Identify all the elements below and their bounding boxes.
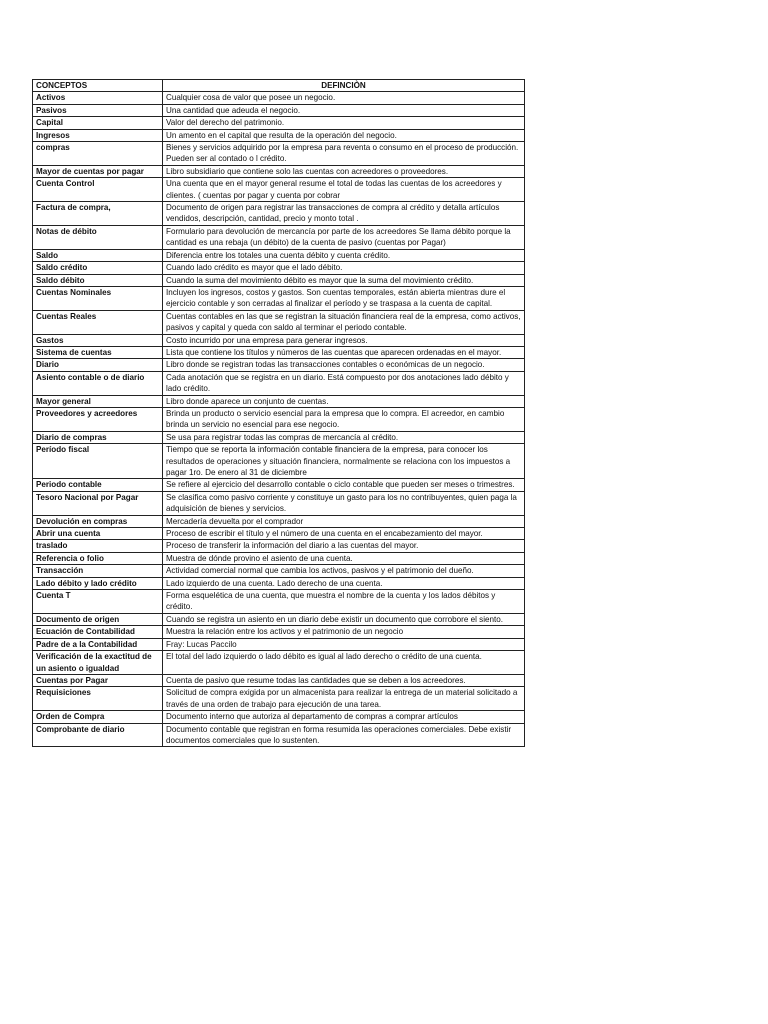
- table-row: [33, 117, 525, 129]
- table-row: [33, 444, 525, 479]
- table-row: [33, 626, 525, 638]
- table-row: [33, 92, 525, 104]
- definition-cell: Solicitud de compra exigida por un almacenista para realizar la entrega de un material solicitado a través de una orden de trabajo para ejecución de una tarea.: [163, 687, 525, 711]
- definition-cell: Libro subsidiario que contiene solo las cuentas con acreedores o proveedores.: [163, 165, 525, 177]
- concept-cell: Comprobante de diario: [33, 723, 163, 747]
- definition-cell: Libro donde aparece un conjunto de cuentas.: [163, 395, 525, 407]
- concept-cell: Diario: [33, 359, 163, 371]
- concept-cell: Devolución en compras: [33, 515, 163, 527]
- definition-cell: Brinda un producto o servicio esencial para la empresa que lo compra. El acreedor, en cambio brinda un servicio no esencial para ese negocio.: [163, 407, 525, 431]
- concept-cell: Cuenta T: [33, 590, 163, 614]
- definition-cell: Proceso de escribir el título y el número de una cuenta en el encabezamiento del mayor.: [163, 528, 525, 540]
- concept-cell: Cuentas Reales: [33, 310, 163, 334]
- table-row: [33, 491, 525, 515]
- definition-cell: Tiempo que se reporta la información contable financiera de la empresa, para conocer los resultados de operaciones y situación financiera, normalmente se relaciona con los impuestos a pagar 1ro. De enero al 31 de diciembre: [163, 444, 525, 479]
- concept-cell: traslado: [33, 540, 163, 552]
- concept-cell: Orden de Compra: [33, 711, 163, 723]
- concept-cell: Lado débito y lado crédito: [33, 577, 163, 589]
- definition-cell: Cuando lado crédito es mayor que el lado débito.: [163, 262, 525, 274]
- definition-cell: Muestra la relación entre los activos y el patrimonio de un negocio: [163, 626, 525, 638]
- definition-cell: Cualquier cosa de valor que posee un negocio.: [163, 92, 525, 104]
- concept-cell: Cuentas por Pagar: [33, 674, 163, 686]
- table-row: [33, 346, 525, 358]
- table-row: [33, 334, 525, 346]
- definition-cell: Cuando la suma del movimiento débito es mayor que la suma del movimiento crédito.: [163, 274, 525, 286]
- table-row: [33, 142, 525, 166]
- definition-cell: Cada anotación que se registra en un diario. Está compuesto por dos anotaciones lado débito y lado crédito.: [163, 371, 525, 395]
- concept-cell: Saldo débito: [33, 274, 163, 286]
- table-row: [33, 129, 525, 141]
- definition-cell: Una cuenta que en el mayor general resume el total de todas las cuentas de los acreedores y clientes. ( cuentas por pagar y cuenta por cobrar: [163, 178, 525, 202]
- header-definition: DEFINCIÒN: [163, 80, 525, 92]
- table-row: [33, 711, 525, 723]
- table-row: [33, 371, 525, 395]
- table-row: [33, 274, 525, 286]
- definition-cell: Cuentas contables en las que se registran la situación financiera real de la empresa, como activos, pasivos y capital y queda con saldo al terminar el periodo contable.: [163, 310, 525, 334]
- definition-cell: Documento contable que registran en forma resumida las operaciones comerciales. Debe existir documentos comerciales que lo sustenten.: [163, 723, 525, 747]
- definition-cell: Cuenta de pasivo que resume todas las cantidades que se deben a los acreedores.: [163, 674, 525, 686]
- table-row: [33, 431, 525, 443]
- concept-cell: compras: [33, 142, 163, 166]
- table-row: [33, 310, 525, 334]
- definition-cell: Un amento en el capital que resulta de la operación del negocio.: [163, 129, 525, 141]
- definition-cell: Se refiere al ejercicio del desarrollo contable o ciclo contable que pueden ser meses o trimestres.: [163, 479, 525, 491]
- table-row: [33, 528, 525, 540]
- definition-cell: Formulario para devolución de mercancía por parte de los acreedores Se llama débito porque la cantidad es una rebaja (un débito) de la cuenta de pasivo (cuentas por Pagar): [163, 225, 525, 249]
- concept-cell: Ecuación de Contabilidad: [33, 626, 163, 638]
- concept-cell: Notas de débito: [33, 225, 163, 249]
- table-row: [33, 577, 525, 589]
- table-row: [33, 723, 525, 747]
- concept-cell: Gastos: [33, 334, 163, 346]
- table-row: [33, 104, 525, 116]
- table-row: [33, 202, 525, 226]
- table-row: [33, 359, 525, 371]
- table-row: [33, 687, 525, 711]
- table-row: [33, 249, 525, 261]
- header-row: [33, 80, 525, 92]
- concept-cell: Diario de compras: [33, 431, 163, 443]
- definition-cell: Documento interno que autoriza al departamento de compras a comprar artículos: [163, 711, 525, 723]
- concept-cell: Cuentas Nominales: [33, 286, 163, 310]
- definition-cell: Lista que contiene los títulos y números de las cuentas que aparecen ordenadas en el mayor.: [163, 346, 525, 358]
- table-row: [33, 613, 525, 625]
- table-row: [33, 590, 525, 614]
- definition-cell: Documento de origen para registrar las transacciones de compra al crédito y detalla artículos vendidos, descripción, cantidad, precio y monto total .: [163, 202, 525, 226]
- table-row: [33, 407, 525, 431]
- definition-cell: Muestra de dónde provino el asiento de una cuenta.: [163, 552, 525, 564]
- table-row: [33, 479, 525, 491]
- concept-cell: Proveedores y acreedores: [33, 407, 163, 431]
- definition-cell: Fray: Lucas Paccilo: [163, 638, 525, 650]
- table-row: [33, 262, 525, 274]
- concept-cell: Pasivos: [33, 104, 163, 116]
- header-concepts: CONCEPTOS: [33, 80, 163, 92]
- concept-cell: Tesoro Nacional por Pagar: [33, 491, 163, 515]
- concept-cell: Requisiciones: [33, 687, 163, 711]
- definition-cell: Incluyen los ingresos, costos y gastos. Son cuentas temporales, están abierta mientras dure el ejercicio contable y son cerradas al finalizar el período y se traspasa a la cuenta de capital.: [163, 286, 525, 310]
- concept-cell: Mayor de cuentas por pagar: [33, 165, 163, 177]
- concept-cell: Ingresos: [33, 129, 163, 141]
- table-row: [33, 165, 525, 177]
- concept-cell: Abrir una cuenta: [33, 528, 163, 540]
- concept-cell: Mayor general: [33, 395, 163, 407]
- concept-cell: Asiento contable o de diario: [33, 371, 163, 395]
- definition-cell: Libro donde se registran todas las transacciones contables o económicas de un negocio.: [163, 359, 525, 371]
- concept-cell: Saldo: [33, 249, 163, 261]
- definition-cell: Forma esquelética de una cuenta, que muestra el nombre de la cuenta y los lados débitos y crédito.: [163, 590, 525, 614]
- definition-cell: Se usa para registrar todas las compras de mercancía al crédito.: [163, 431, 525, 443]
- concept-cell: Verificación de la exactitud de un asiento o igualdad: [33, 651, 163, 675]
- definition-cell: Proceso de transferir la información del diario a las cuentas del mayor.: [163, 540, 525, 552]
- concept-cell: Transacción: [33, 565, 163, 577]
- definition-cell: Cuando se registra un asiento en un diario debe existir un documento que corrobore el siento.: [163, 613, 525, 625]
- table-row: [33, 225, 525, 249]
- table-row: [33, 651, 525, 675]
- concept-cell: Activos: [33, 92, 163, 104]
- concept-cell: Referencia o folio: [33, 552, 163, 564]
- definition-cell: Bienes y servicios adquirido por la empresa para reventa o consumo en el proceso de producción. Pueden ser al contado o l crédito.: [163, 142, 525, 166]
- table-row: [33, 540, 525, 552]
- definition-cell: El total del lado izquierdo o lado débito es igual al lado derecho o crédito de una cuenta.: [163, 651, 525, 675]
- concept-cell: Sistema de cuentas: [33, 346, 163, 358]
- table-row: [33, 395, 525, 407]
- definition-cell: Lado izquierdo de una cuenta. Lado derecho de una cuenta.: [163, 577, 525, 589]
- table-row: [33, 565, 525, 577]
- definition-cell: Valor del derecho del patrimonio.: [163, 117, 525, 129]
- table-row: [33, 515, 525, 527]
- definition-cell: Se clasifica como pasivo corriente y constituye un gasto para los no contribuyentes, quien paga la adquisición de bienes y servicios.: [163, 491, 525, 515]
- concept-cell: Documento de origen: [33, 613, 163, 625]
- definition-cell: Costo incurrido por una empresa para generar ingresos.: [163, 334, 525, 346]
- table-row: [33, 674, 525, 686]
- concept-cell: Cuenta Control: [33, 178, 163, 202]
- table-row: [33, 286, 525, 310]
- glossary-table: [32, 79, 525, 747]
- concept-cell: Período fiscal: [33, 444, 163, 479]
- table-row: [33, 552, 525, 564]
- concept-cell: Padre de a la Contabilidad: [33, 638, 163, 650]
- table-row: [33, 638, 525, 650]
- definition-cell: Mercadería devuelta por el comprador: [163, 515, 525, 527]
- definition-cell: Actividad comercial normal que cambia los activos, pasivos y el patrimonio del dueño.: [163, 565, 525, 577]
- definition-cell: Diferencia entre los totales una cuenta débito y cuenta crédito.: [163, 249, 525, 261]
- concept-cell: Factura de compra,: [33, 202, 163, 226]
- concept-cell: Saldo crédito: [33, 262, 163, 274]
- table-row: [33, 178, 525, 202]
- definition-cell: Una cantidad que adeuda el negocio.: [163, 104, 525, 116]
- concept-cell: Periodo contable: [33, 479, 163, 491]
- concept-cell: Capital: [33, 117, 163, 129]
